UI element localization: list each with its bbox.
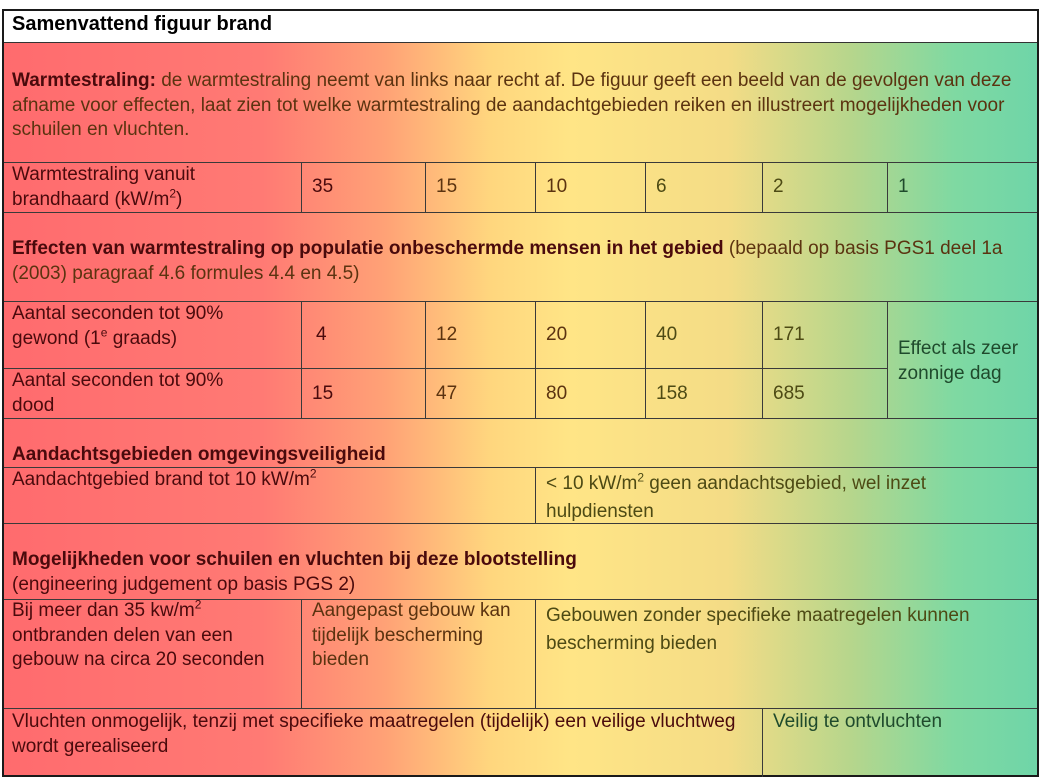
radiation-value: 6 [656,176,667,197]
radiation-row-label [12,163,297,212]
summary-figure-table [2,9,1039,777]
radiation-value: 35 [312,176,334,197]
shelter-col1 [12,599,297,673]
injured-value: 20 [546,324,568,345]
divider [645,301,646,418]
attention-left-cell [12,468,527,493]
injured-value: 40 [656,324,678,345]
intro-text: de warmtestraling neemt van links naar recht af. De figuur geeft een beeld van de gevolgen van deze afname voor effecten, laat zien tot welke warmtestraling de aandachtgebieden reiken en illustreert mogelijkheden voor schuilen en vluchten. [12,70,1012,140]
attention-right-rest: geen aandachtsgebied, wel inzet hulpdiensten [546,473,927,522]
dead-row-label [12,369,297,418]
shelter-col1-sup: 2 [194,597,202,612]
effects-heading-bold: Effecten van warmtestraling op populatie onbeschermde mensen in het gebied [12,238,724,259]
divider [4,708,1037,709]
injured-value: 171 [773,324,805,345]
divider [645,162,646,212]
divider [425,301,426,418]
injured-label-sup: e [100,325,108,340]
dead-label-line1: Aantal seconden tot 90% [12,370,224,391]
attention-left-text: Aandachtgebied brand tot 10 kW/m [12,469,310,490]
shelter-subheading: (engineering judgement op basis PGS 2) [12,574,356,595]
radiation-value: 10 [546,176,568,197]
intro-paragraph [12,69,1032,143]
divider [762,162,763,212]
divider [762,708,763,777]
divider [887,162,888,212]
sunny-day-note: Effect als zeer zonnige dag [898,338,1019,384]
injured-value: 4 [316,324,327,345]
divider [425,162,426,212]
injured-label-line2 [12,327,297,352]
dead-value: 158 [656,383,688,404]
radiation-value: 15 [436,176,458,197]
radiation-value: 1 [898,176,909,197]
flee-impossible-cell: Vluchten onmogelijk, tenzij met specifieke maatregelen (tijdelijk) een veilige vluchtweg wordt gerealiseerd [12,711,736,757]
shelter-heading: Mogelijkheden voor schuilen en vluchten bij deze blootstelling [12,549,577,570]
shelter-col3: Gebouwen zonder specifieke maatregelen kunnen bescherming bieden [546,605,970,654]
intro-label: Warmtestraling: [12,70,156,91]
injured-label-line1: Aantal seconden tot 90% [12,303,224,324]
divider [535,301,536,418]
flee-safe-cell: Veilig te ontvluchten [773,711,943,732]
attention-right-cell [546,470,1016,526]
divider [301,162,302,212]
dead-value: 47 [436,383,458,404]
divider [301,599,302,708]
dead-value: 15 [312,383,334,404]
attention-left-sup: 2 [309,466,317,481]
injured-label-text: gewond (1 [12,327,101,349]
divider [535,467,536,523]
injured-label-rest: graads) [107,327,178,349]
injured-value: 12 [436,324,458,345]
shelter-col1-rest: ontbranden delen van een gebouw na circa 20 seconden [12,624,265,670]
effects-heading-normal: (bepaald op basis PGS1 deel 1a (2003) paragraaf 4.6 formules 4.4 en 4.5) [12,238,1003,284]
radiation-label-text: brandhaard (kW/m [12,188,170,210]
injured-row-label [12,302,297,351]
attention-right-text: < 10 kW/m [546,473,638,494]
effects-heading [12,237,1034,286]
divider [535,162,536,212]
divider [535,599,536,708]
radiation-label-line1: Warmtestraling vanuit [12,164,196,185]
radiation-label-sup: 2 [169,186,177,201]
shelter-col2: Aangepast gebouw kan tijdelijk bescherming bieden [312,600,511,670]
radiation-label-close: ) [176,188,183,210]
figure-title: Samenvattend figuur brand [4,11,1037,43]
dead-label-line2: dood [12,394,55,416]
divider [762,301,763,418]
divider [887,301,888,418]
attention-heading: Aandachtsgebieden omgevingsveiligheid [12,444,386,465]
radiation-label-line2 [12,188,297,213]
dead-value: 685 [773,383,805,404]
divider [4,418,1037,419]
dead-value: 80 [546,383,568,404]
attention-right-sup: 2 [637,470,645,485]
divider [301,301,302,418]
radiation-value: 2 [773,176,784,197]
divider [4,212,1037,213]
shelter-col1-text: Bij meer dan 35 kw/m [12,600,195,621]
